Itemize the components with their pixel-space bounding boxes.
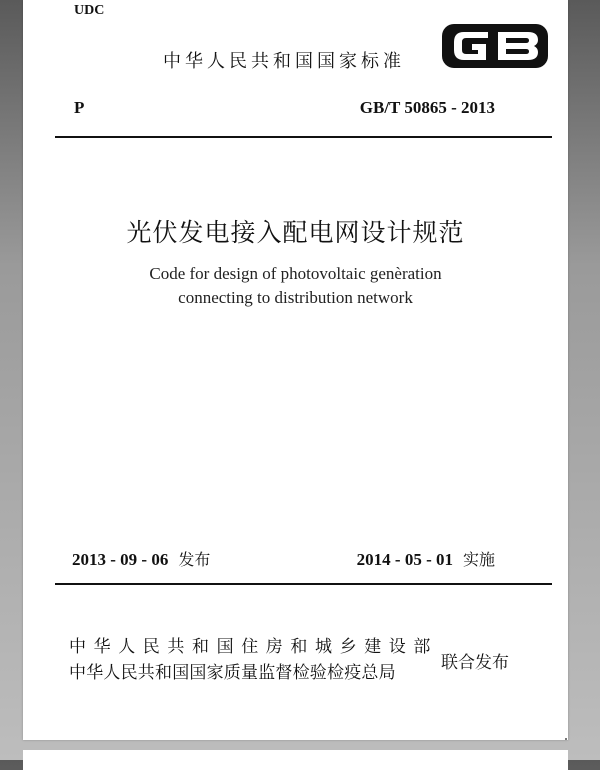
issuer-quality-administration: 中华人民共和国国家质量监督检验检疫总局 (69, 663, 396, 683)
udc-label: UDC (74, 3, 105, 18)
issue-label: 发布 (178, 550, 211, 569)
gb-logo-icon (440, 22, 550, 70)
issue-date-block (72, 547, 210, 570)
implementation-date-block (357, 547, 495, 570)
joint-issue-label: 联合发布 (441, 653, 509, 673)
title-chinese: 光伏发电接入配电网设计规范 (126, 218, 465, 247)
scan-speck (565, 738, 567, 740)
national-standard-heading: 中华人民共和国国家标准 (163, 51, 405, 72)
title-english-line-2: connecting to distribution network (178, 288, 413, 307)
document-page (23, 0, 568, 740)
standard-number: GB/T 50865 - 2013 (359, 98, 495, 117)
issue-date: 2013 - 09 - 06 (72, 550, 169, 569)
implementation-date: 2014 - 05 - 01 (356, 550, 453, 569)
issuer-housing-ministry: 中华人民共和国住房和城乡建设部 (69, 637, 438, 657)
category-code: P (74, 98, 85, 117)
date-divider (55, 583, 552, 585)
issuing-authorities (69, 634, 438, 686)
title-english-line-1: Code for design of photovoltaic genèration (149, 264, 442, 283)
title-english (23, 262, 568, 310)
next-page-edge (23, 750, 568, 770)
implementation-label: 实施 (462, 550, 495, 569)
header-divider (55, 136, 552, 138)
